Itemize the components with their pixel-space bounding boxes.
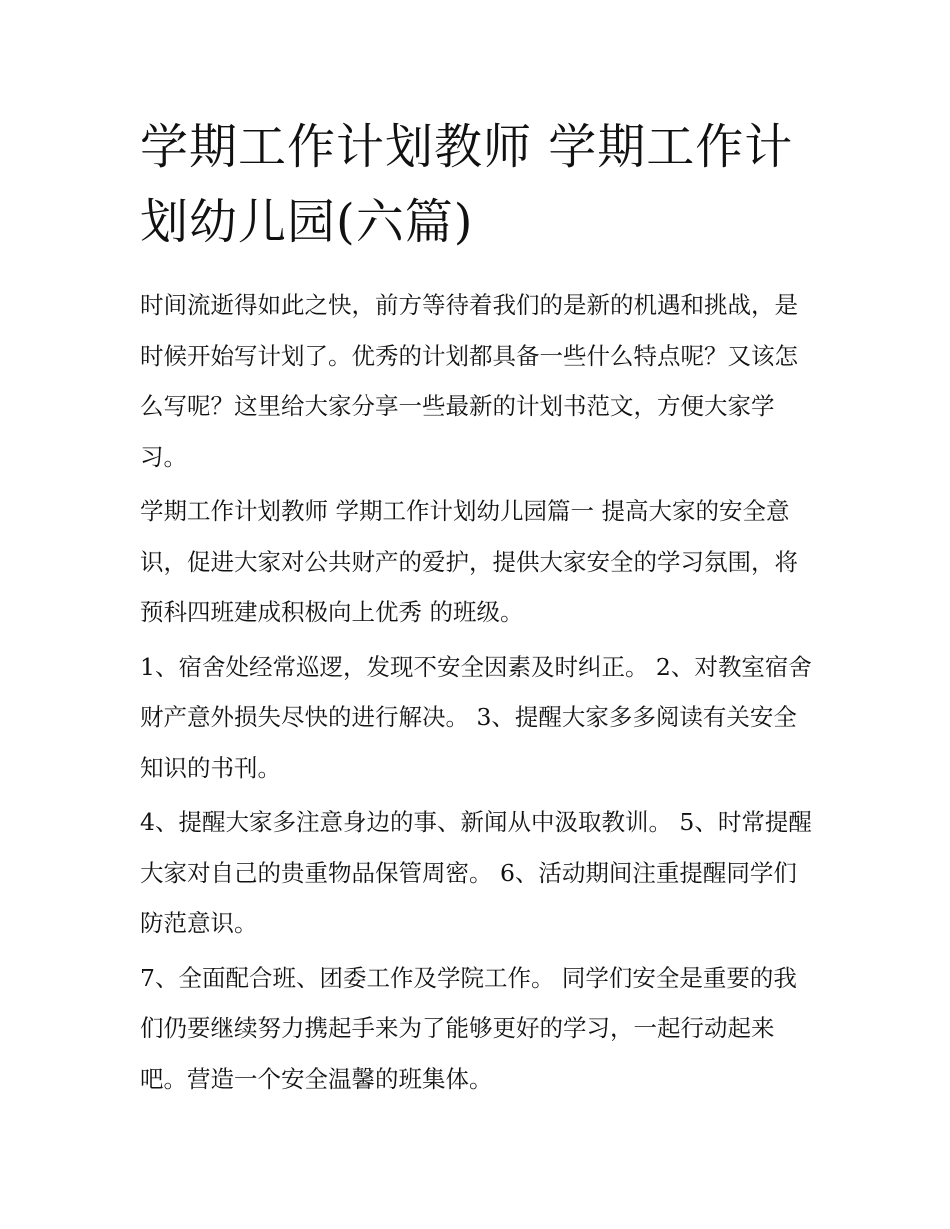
section-one-paragraph: 学期工作计划教师 学期工作计划幼儿园篇一 提高大家的安全意识，促进大家对公共财产的爱护，提供大家安全的学习氛围，将预科四班建成积极向上优秀 的班级。	[140, 497, 798, 626]
list-paragraph-7: 7、全面配合班、团委工作及学院工作。 同学们安全是重要的我们仍要继续努力携起手来为了能够更好的学习，一起行动起来吧。营造一个安全温馨的班集体。	[140, 963, 797, 1093]
document-title: 学期工作计划教师 学期工作计划幼儿园(六篇)	[140, 119, 794, 250]
intro-paragraph: 时间流逝得如此之快，前方等待着我们的是新的机遇和挑战，是时候开始写计划了。优秀的计划都具备一些什么特点呢？又该怎么写呢？这里给大家分享一些最新的计划书范文，方便大家学习。	[140, 291, 798, 471]
list-paragraph-1-3: 1、宿舍处经常巡逻，发现不安全因素及时纠正。 2、对教室宿舍财产意外损失尽快的进行解决。 3、提醒大家多多阅读有关安全知识的书刊。	[140, 652, 812, 782]
document-page	[140, 110, 820, 1108]
list-paragraph-4-6: 4、提醒大家多注意身边的事、新闻从中汲取教训。 5、时常提醒大家对自己的贵重物品保管周密。 6、活动期间注重提醒同学们防范意识。	[140, 808, 812, 937]
